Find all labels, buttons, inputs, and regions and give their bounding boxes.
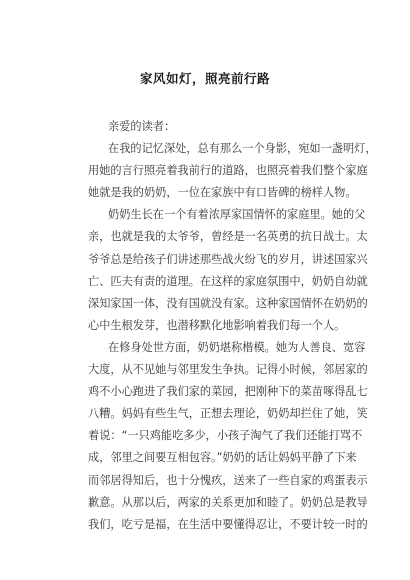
body-line: 鸡不小心跑进了我们家的菜园，把刚种下的菜苗啄得乱七	[88, 385, 368, 399]
document-title: 家风如灯，照亮前行路	[139, 71, 270, 86]
body-line: 在我的记忆深处，总有那么一个身影，宛如一盏明灯，	[108, 142, 377, 156]
body-line: 着说：“一只鸡能吃多少，小孩子淘气了我们还能打骂不	[88, 429, 363, 443]
body-line: 爷爷总是给孩子们讲述那些战火纷飞的岁月，讲述国家兴	[88, 252, 368, 266]
body-line: 深知家国一体，没有国就没有家。这种家国情怀在奶奶的	[88, 296, 368, 310]
body-line: 奶奶生长在一个有着浓厚家国情怀的家庭里。她的父	[108, 208, 366, 222]
body-line: 用她的言行照亮着我前行的道路，也照亮着我们整个家庭	[88, 164, 368, 178]
body-line: 而邻居得知后，也十分愧疚，送来了一些自家的鸡蛋表示	[88, 473, 368, 487]
body-line: 亲爱的读者：	[108, 120, 176, 133]
body-line: 在修身处世方面，奶奶堪称楷模。她为人善良、宽容	[108, 340, 366, 354]
body-line: 我们，吃亏是福，在生活中要懂得忍让，不要计较一时的	[88, 517, 368, 531]
document-body	[88, 116, 377, 536]
body-line: 成，邻里之间要互相包容。”奶奶的话让妈妈平静了下来	[88, 451, 357, 465]
body-line: 八糟。妈妈有些生气，正想去理论，奶奶却拦住了她，笑	[88, 407, 368, 421]
body-line: 大度，从不见她与邻里发生争执。记得小时候，邻居家的	[88, 363, 368, 377]
body-line: 歉意。从那以后，两家的关系更加和睦了。奶奶总是教导	[88, 495, 368, 509]
body-line: 心中生根发芽，也潜移默化地影响着我们每一个人。	[88, 318, 346, 332]
body-line: 她就是我的奶奶，一位在家族中有口皆碑的榜样人物。	[88, 186, 357, 200]
body-line: 亲，也就是我的太爷爷，曾经是一名英勇的抗日战士。太	[88, 230, 368, 244]
body-line: 亡、匹夫有责的道理。在这样的家庭氛围中，奶奶自幼就	[88, 274, 368, 288]
